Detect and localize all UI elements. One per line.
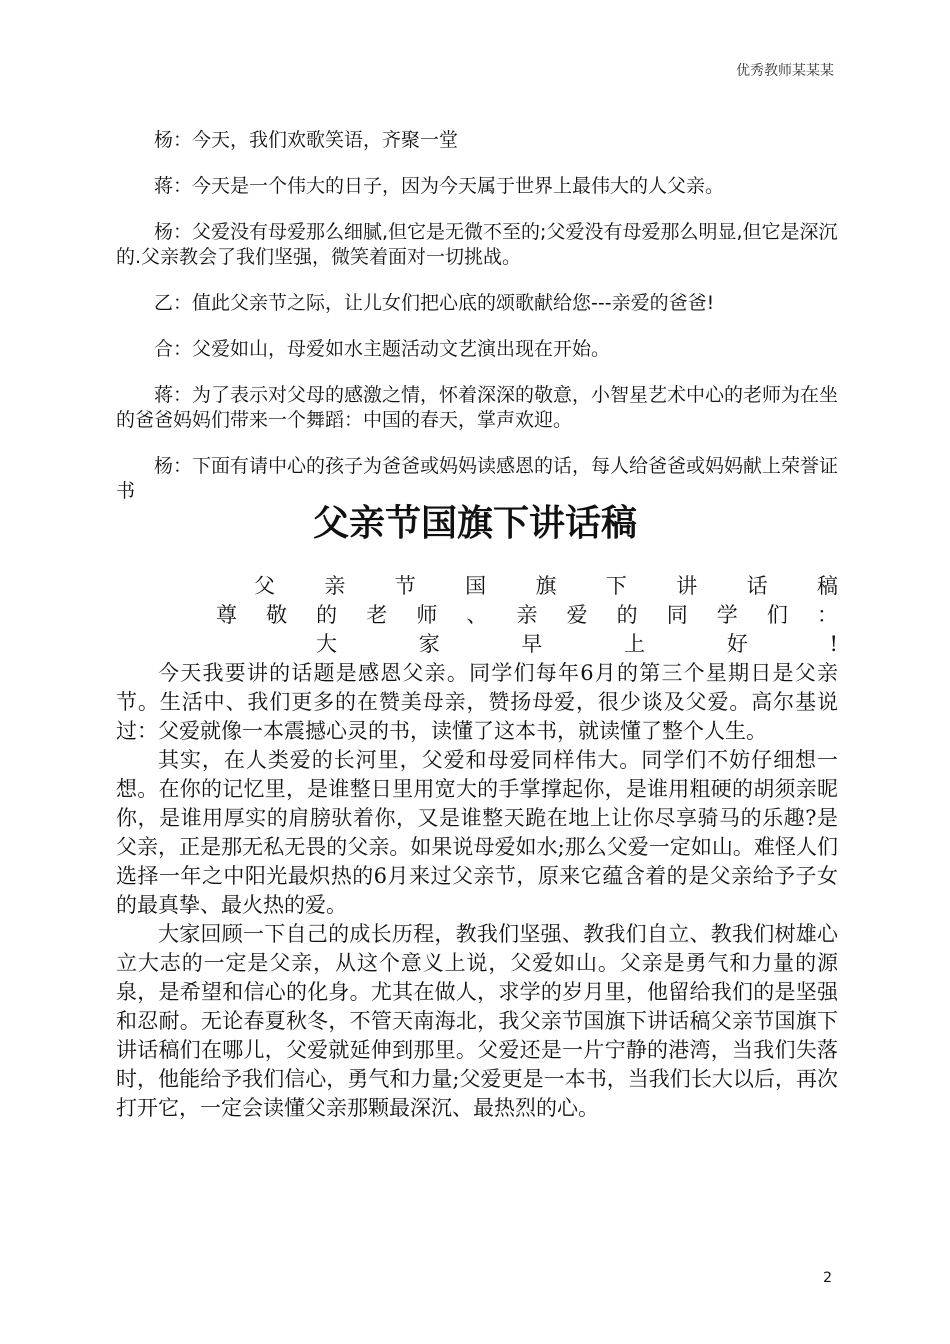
intro-paragraph: 蒋：今天是一个伟大的日子，因为今天属于世界上最伟大的人父亲。 <box>154 175 725 197</box>
intro-paragraph: 杨：父爱没有母爱那么细腻,但它是无微不至的;父爱没有母爱那么明显,但它是深沉的.父亲教会了我们坚强，微笑着面对一切挑战。 <box>116 221 838 268</box>
speech-section <box>116 572 838 1123</box>
intro-paragraph: 蒋：为了表示对父母的感激之情，怀着深深的敬意，小智星艺术中心的老师为在坐的爸爸妈妈们带来一个舞蹈：中国的春天，掌声欢迎。 <box>116 384 839 431</box>
document-title: 父亲节国旗下讲话稿 <box>312 503 637 544</box>
intro-paragraph: 合：父爱如山，母爱如水主题活动文艺演出现在开始。 <box>154 338 611 360</box>
good-morning-line <box>116 630 838 659</box>
intro-paragraph: 乙：值此父亲节之际，让儿女们把心底的颂歌献给您---亲爱的爸爸! <box>154 292 715 314</box>
greeting-line <box>116 601 838 630</box>
spaced-text: 大 家 早 上 好 ! <box>316 632 838 656</box>
speech-paragraph: 今天我要讲的话题是感恩父亲。同学们每年6月的第三个星期日是父亲节。生活中、我们更多的在赞美母亲，赞扬母爱，很少谈及父爱。高尔基说过：父爱就像一本震撼心灵的书，读懂了这本书，就读懂了整个人生。 <box>116 661 838 743</box>
spaced-text: 尊 敬 的 老 师 、 亲 爱 的 同 学 们 ： <box>216 603 838 627</box>
spaced-text: 父 亲 节 国 旗 下 讲 话 稿 <box>254 574 838 598</box>
speech-paragraph: 其实，在人类爱的长河里，父爱和母爱同样伟大。同学们不妨仔细想一想。在你的记忆里，是谁整日里用宽大的手掌撑起你，是谁用粗硬的胡须亲昵你，是谁用厚实的肩膀驮着你，又是谁整天跪在地上让你尽享骑马的乐趣?是父亲，正是那无私无畏的父亲。如果说母爱如水;那么父爱一定如山。难怪人们选择一年之中阳光最炽热的6月来过父亲节，原来它蕴含着的是父亲给予子女的最真挚、最火热的爱。 <box>116 748 838 917</box>
page-number: 2 <box>823 1270 832 1286</box>
intro-paragraph: 杨：下面有请中心的孩子为爸爸或妈妈读感恩的话，每人给爸爸或妈妈献上荣誉证书 <box>116 455 839 502</box>
speech-heading-line <box>116 572 838 601</box>
intro-paragraph: 杨：今天，我们欢歌笑语，齐聚一堂 <box>154 129 459 151</box>
intro-section <box>116 128 838 525</box>
page-header: 优秀教师某某某 <box>736 63 834 79</box>
speech-paragraph: 大家回顾一下自己的成长历程，教我们坚强、教我们自立、教我们树雄心立大志的一定是父亲，从这个意义上说，父爱如山。父亲是勇气和力量的源泉，是希望和信心的化身。尤其在做人，求学的岁月里，他留给我们的是坚强和忍耐。无论春夏秋冬，不管天南海北，我父亲节国旗下讲话稿父亲节国旗下讲话稿们在哪儿，父爱就延伸到那里。父爱还是一片宁静的港湾，当我们失落时，他能给予我们信心，勇气和力量;父爱更是一本书，当我们长大以后，再次打开它，一定会读懂父亲那颗最深沉、最热烈的心。 <box>116 922 838 1120</box>
